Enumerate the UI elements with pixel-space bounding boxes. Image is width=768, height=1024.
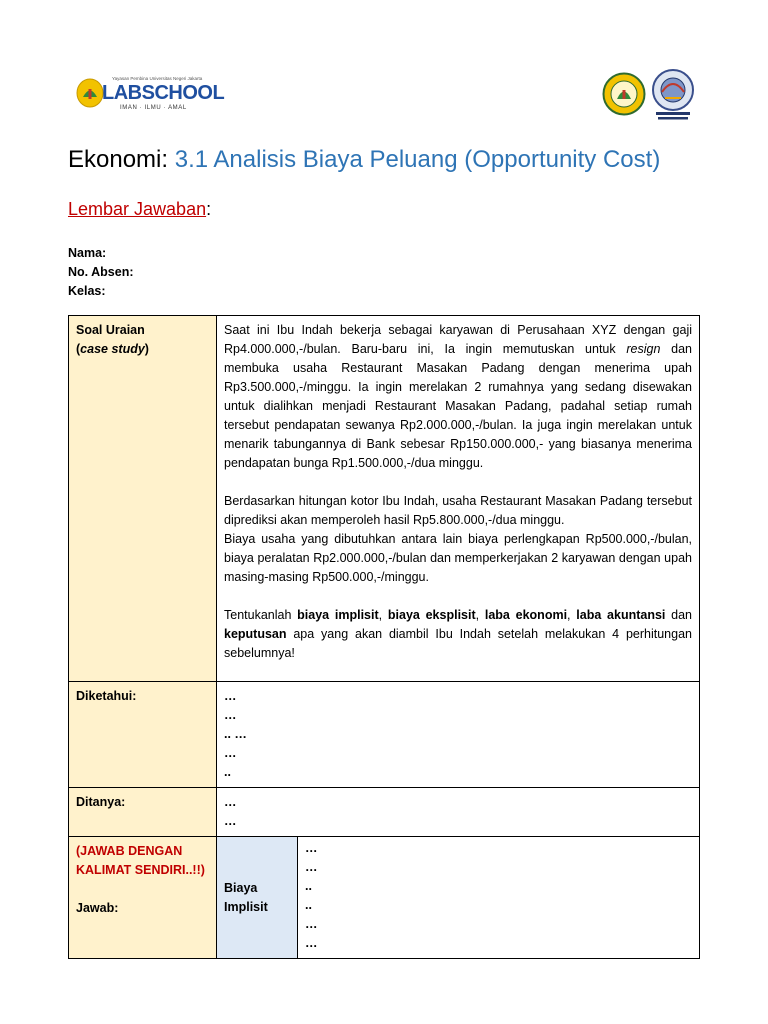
case-study-italic: case study [80,342,145,356]
diketahui-line: … [224,689,237,703]
diketahui-line: .. [224,765,231,779]
title-subject: Ekonomi: [68,146,169,173]
labschool-logo [76,74,225,114]
jawab-label-cell [69,837,217,959]
jawab-line: .. [305,898,312,912]
page-title [68,146,660,174]
case-paragraph-3: Biaya usaha yang dibutuhkan antara lain biaya perlengkapan Rp500.000,-/bulan, biaya peralatan Rp2.000.000,-/bulan dan memperkerjakan 2 karyawan dengan upah masing-masing Rp500.000,-/minggu. [224,532,692,584]
jawab-instruction: (JAWAB DENGAN KALIMAT SENDIRI..!!) [76,844,205,877]
answer-sheet-label: Lembar Jawaban [68,199,207,219]
diketahui-line: .. … [224,727,247,741]
adiwiyata-logo-icon [648,68,698,122]
biaya-label-line1: Biaya [224,880,258,895]
jawab-row [69,837,700,959]
biaya-implisit-cell [217,837,298,959]
absen-field-label: No. Absen: [68,265,134,279]
jawab-label: Jawab: [76,901,119,915]
case-paragraph-4: Tentukanlah biaya implisit, biaya eksplisit, laba ekonomi, laba akuntansi dan keputusan apa yang akan diambil Ibu Indah setelah melakukan 4 perhitungan sebelumnya! [224,608,693,660]
jawab-answer-area[interactable] [298,837,700,959]
case-label-line2: (case study) [76,342,149,356]
diketahui-line: … [224,708,237,722]
case-paragraph-2: Berdasarkan hitungan kotor Ibu Indah, usaha Restaurant Masakan Padang tersebut diprediksi akan memperoleh hasil Rp5.800.000,-/dua minggu. [224,494,692,527]
class-field-label: Kelas: [68,284,106,298]
diketahui-row [69,682,700,788]
logo-caption: IMAN · ILMU · AMAL [120,105,187,111]
diketahui-answer-area[interactable] [217,682,700,788]
answer-sheet-heading [68,199,211,220]
answer-sheet-colon: : [206,199,212,219]
ditanya-answer-area[interactable] [217,788,700,837]
case-paragraph-1: Saat ini Ibu Indah bekerja sebagai karyawan di Perusahaan XYZ dengan gaji Rp4.000.000,-/bulan. Baru-baru ini, Ia ingin memutuskan untuk resign dan membuka usaha Restaurant Masakan Padang dengan menerima upah Rp3.500.000,-/minggu. Ia ingin merelakan 2 rumahnya yang sedang disewakan untuk dialihkan menjadi Restaurant Masakan Padang, padahal setiap rumah tersebut pendapatan sewanya Rp2.000.000,-/bulan. Ia juga ingin merelakan untuk menarik tabungannya di Bank sebesar Rp150.000.000,- yang biasanya menerima pendapatan bunga Rp1.500.000,-/dua minggu. [224,323,692,470]
case-text-cell [217,316,700,682]
diketahui-label: Diketahui: [76,689,137,703]
case-label-line1: Soal Uraian [76,323,145,337]
worksheet-table [68,315,700,959]
ditanya-row [69,788,700,837]
student-info [68,244,134,301]
labschool-emblem-icon [76,78,104,108]
ditanya-line: … [224,795,237,809]
jawab-line: .. [305,879,312,893]
jawab-line: … [305,936,318,950]
name-field-label: Nama: [68,246,107,260]
ditanya-line: … [224,814,237,828]
school-seal-icon [602,72,646,116]
logo-tagline: Yayasan Pembina Universitas Negeri Jakarta [112,76,203,81]
resign-italic: resign [626,342,661,356]
jawab-line: … [305,841,318,855]
diketahui-line: … [224,746,237,760]
biaya-label-line2: Implisit [224,899,268,914]
jawab-line: … [305,917,318,931]
title-topic: 3.1 Analisis Biaya Peluang (Opportunity Cost) [174,146,661,173]
case-row [69,316,700,682]
diketahui-label-cell [69,682,217,788]
logo-brand-text: LABSCHOOL [102,82,225,104]
ditanya-label-cell [69,788,217,837]
case-label-cell [69,316,217,682]
jawab-line: … [305,860,318,874]
ditanya-label: Ditanya: [76,795,126,809]
